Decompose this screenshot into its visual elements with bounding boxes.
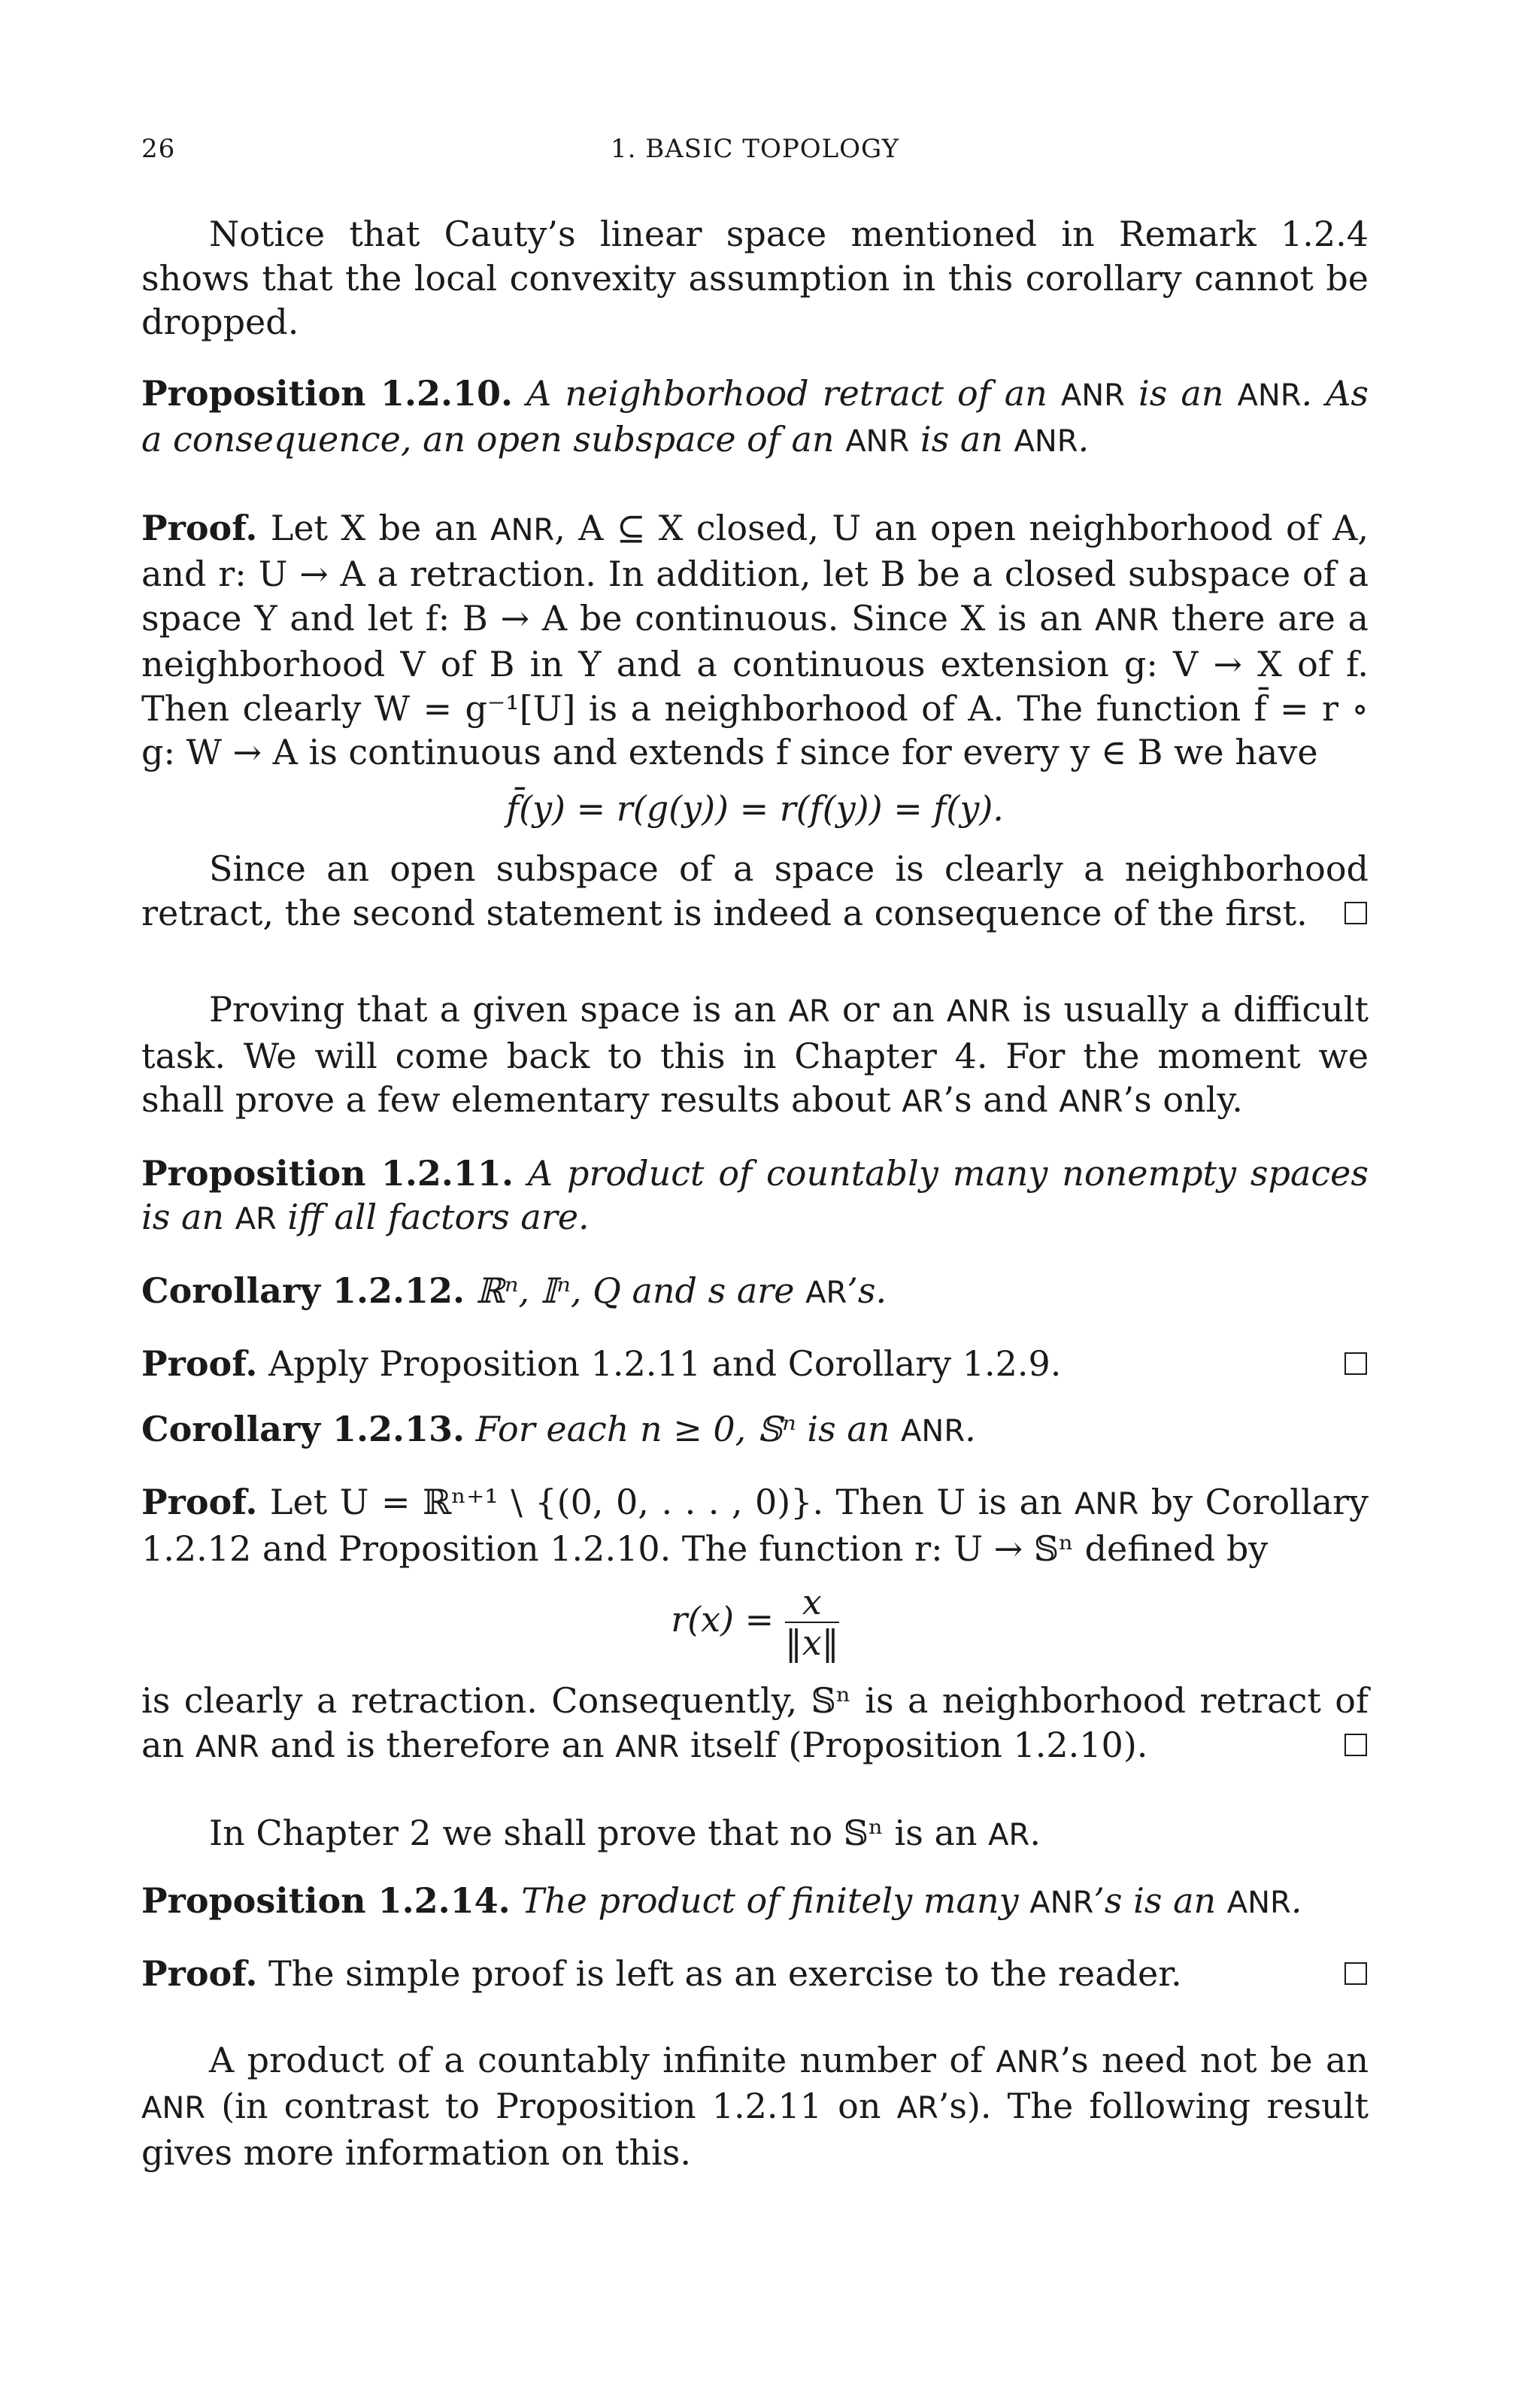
display-equation: r(x) = $\frac{x}{‖x‖}$ <box>671 1582 839 1663</box>
page-body <box>141 212 1369 2174</box>
proof-label: Proof. <box>141 507 258 548</box>
qed-square-icon <box>1344 1734 1367 1756</box>
proposition-label: Proposition 1.2.14. <box>141 1880 511 1921</box>
proposition-1-2-14: Proposition 1.2.14. The product of finitely many ANR’s is an ANR. <box>141 1880 1302 1921</box>
page-header <box>141 134 1369 171</box>
proof-1-2-13: Proof. Let U = ℝⁿ⁺¹ \ {(0, 0, . . . , 0)}. Then U is an ANR by Corollary 1.2.12 and Proposition 1.2.10. The function r: U → 𝕊ⁿ defined by r(x) = $\frac{x}{‖x‖}$ is clearly a retraction. Consequently, 𝕊ⁿ is a neighborhood retract of an ANR and is therefore an ANR itself (Proposition 1.2.10). <box>141 1482 1369 1765</box>
paragraph-chapter-2: In Chapter 2 we shall prove that no 𝕊ⁿ is an AR. <box>209 1813 1041 1853</box>
corollary-label: Corollary 1.2.12. <box>141 1270 465 1311</box>
proposition-label: Proposition 1.2.10. <box>141 372 514 414</box>
paragraph-countable-product: A product of a countably infinite number of ANR’s need not be an ANR (in contrast to Proposition 1.2.11 on AR’s). The following result gives more information on this. <box>141 2039 1369 2173</box>
fraction: $\frac{x}{‖x‖}$ <box>784 1582 839 1663</box>
running-title: 1. BASIC TOPOLOGY <box>610 134 900 164</box>
qed-square-icon <box>1344 1352 1367 1375</box>
proof-1-2-12: Proof. Apply Proposition 1.2.11 and Corollary 1.2.9. <box>141 1342 1369 1386</box>
display-equation: f̄(y) = r(g(y)) = r(f(y)) = f(y). <box>506 787 1004 829</box>
qed-square-icon <box>1344 902 1367 924</box>
proof-label: Proof. <box>141 1343 258 1384</box>
page-number: 26 <box>141 134 176 164</box>
corollary-1-2-13: Corollary 1.2.13. For each n ≥ 0, 𝕊ⁿ is an ANR. <box>141 1408 976 1449</box>
corollary-label: Corollary 1.2.13. <box>141 1408 465 1449</box>
paragraph-ar-anr: Proving that a given space is an AR or an ANR is usually a difficult task. We will come back to this in Chapter 4. For the moment we shall prove a few elementary results about AR’s and ANR’s only. <box>141 989 1369 1120</box>
proof-1-2-10: Proof. Let X be an ANR, A ⊆ X closed, U an open neighborhood of A, and r: U → A a retraction. In addition, let B be a closed subspace of a space Y and let f: B → A be continuous. Since X is an ANR there are a neighborhood V of B in Y and a continuous extension g: V → X of f. Then clearly W = g⁻¹[U] is a neighborhood of A. The function f̄ = r ∘ g: W → A is continuous and extends f since for every y ∈ B we have f̄(y) = r(g(y)) = r(f(y)) = f(y). Since an open subspace of a space is clearly a neighborhood retract, the second statement is indeed a consequence of the first. <box>141 507 1369 933</box>
corollary-1-2-12: Corollary 1.2.12. ℝⁿ, 𝕀ⁿ, Q and s are AR’s. <box>141 1270 887 1311</box>
paragraph-remark: Notice that Cauty’s linear space mentioned in Remark 1.2.4 shows that the local convexity assumption in this corollary cannot be dropped. <box>141 214 1369 342</box>
proof-label: Proof. <box>141 1953 258 1994</box>
proof-label: Proof. <box>141 1482 258 1522</box>
proof-1-2-14: Proof. The simple proof is left as an exercise to the reader. <box>141 1952 1369 1996</box>
proposition-label: Proposition 1.2.11. <box>141 1152 514 1194</box>
qed-square-icon <box>1344 1962 1367 1985</box>
proposition-1-2-10: Proposition 1.2.10. A neighborhood retract of an ANR is an ANR. As a consequence, an open subspace of an ANR is an ANR. <box>141 372 1369 460</box>
proposition-1-2-11: Proposition 1.2.11. A product of countably many nonempty spaces is an AR iff all factors are. <box>141 1152 1369 1237</box>
